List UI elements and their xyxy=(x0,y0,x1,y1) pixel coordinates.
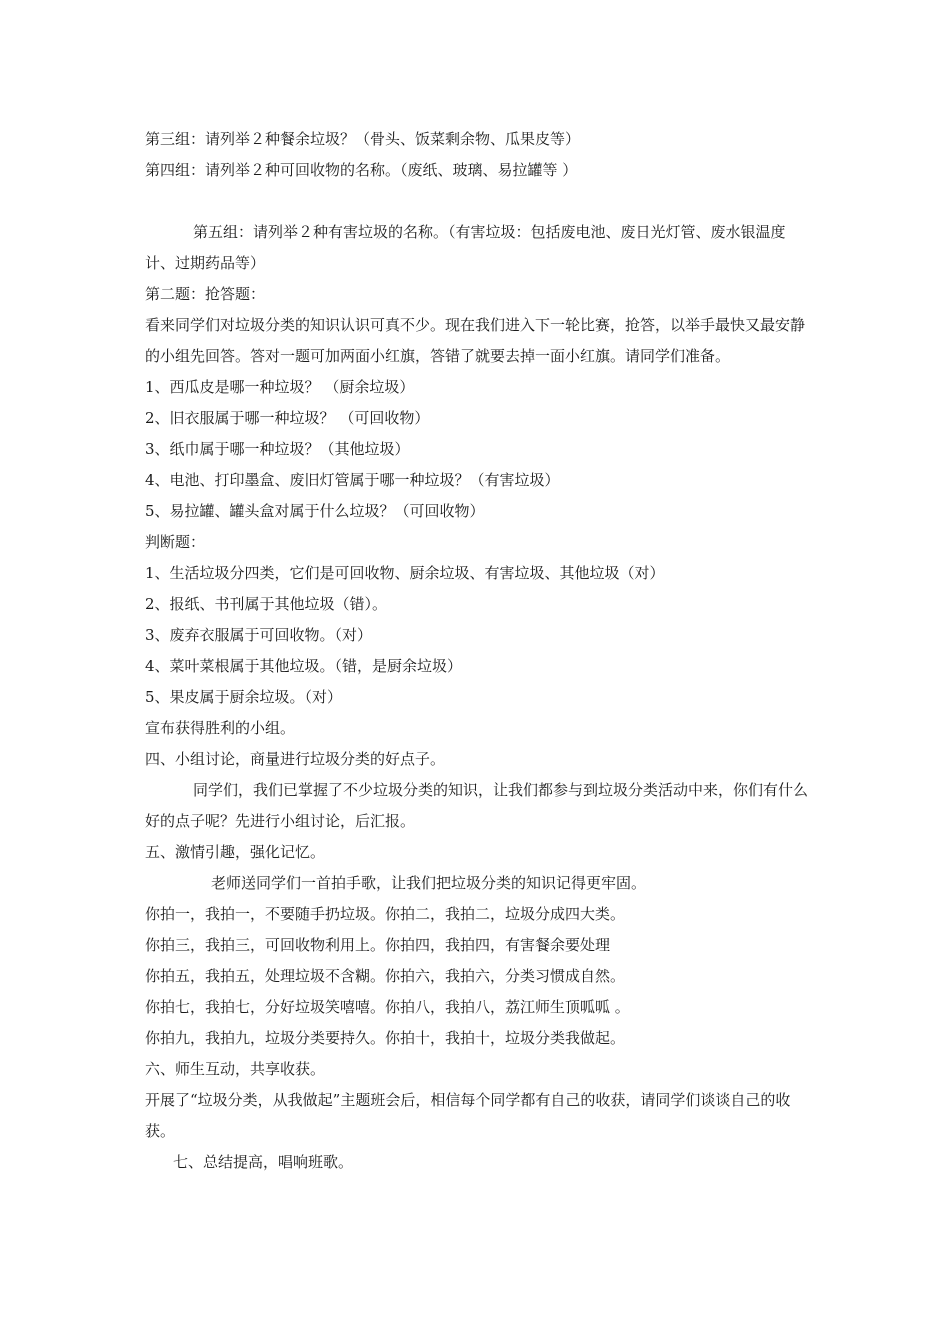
paragraph-group5-question: 第五组：请列举２种有害垃圾的名称。（有害垃圾：包括废电池、废日光灯管、废水银温度计、过期药品等） xyxy=(145,223,786,272)
list-item-question-1: 1、西瓜皮是哪一种垃圾？ （厨余垃圾） xyxy=(145,378,415,396)
section-heading-interaction: 六、师生互动，共享收获。 xyxy=(145,1060,326,1078)
list-item-judgment-3: 3、废弃衣服属于可回收物。（对） xyxy=(145,626,373,644)
section-heading-summary: 七、总结提高，唱响班歌。 xyxy=(173,1153,354,1171)
song-line-3: 你拍五，我拍五，处理垃圾不含糊。你拍六，我拍六，分类习惯成自然。 xyxy=(145,967,626,985)
list-item-judgment-1: 1、生活垃圾分四类，它们是可回收物、厨余垃圾、有害垃圾、其他垃圾（对） xyxy=(145,564,665,582)
section-heading-true-false: 判断题： xyxy=(145,533,206,551)
list-item-question-3: 3、纸巾属于哪一种垃圾？（其他垃圾） xyxy=(145,440,410,458)
section-heading-memory: 五、激情引趣，强化记忆。 xyxy=(145,843,326,861)
song-line-5: 你拍九，我拍九，垃圾分类要持久。你拍十，我拍十，垃圾分类我做起。 xyxy=(145,1029,626,1047)
list-item-judgment-5: 5、果皮属于厨余垃圾。（对） xyxy=(145,688,343,706)
paragraph-discussion: 同学们，我们已掌握了不少垃圾分类的知识，让我们都参与到垃圾分类活动中来，你们有什么好的点子呢？先进行小组讨论，后汇报。 xyxy=(145,781,809,830)
list-item-question-5: 5、易拉罐、罐头盒对属于什么垃圾？（可回收物） xyxy=(145,502,485,520)
section-heading-discussion: 四、小组讨论，商量进行垃圾分类的好点子。 xyxy=(145,750,446,768)
paragraph-spacer xyxy=(145,186,810,217)
section-heading-quick-answer: 第二题：抢答题： xyxy=(145,285,266,303)
list-item-judgment-2: 2、报纸、书刊属于其他垃圾（错）。 xyxy=(145,595,388,613)
song-line-4: 你拍七，我拍七，分好垃圾笑嘻嘻。你拍八，我拍八，荔江师生顶呱呱 。 xyxy=(145,998,630,1016)
paragraph-quick-answer-intro: 看来同学们对垃圾分类的知识认识可真不少。现在我们进入下一轮比赛，抢答，以举手最快又最安静的小组先回答。答对一题可加两面小红旗，答错了就要去掉一面小红旗。请同学们准备。 xyxy=(145,316,806,365)
list-item-judgment-4: 4、菜叶菜根属于其他垃圾。（错，是厨余垃圾） xyxy=(145,657,463,675)
paragraph-clapping-song-intro: 老师送同学们一首拍手歌，让我们把垃圾分类的知识记得更牢固。 xyxy=(211,874,647,892)
document-body xyxy=(145,124,810,1178)
list-item-question-4: 4、电池、打印墨盒、废旧灯管属于哪一种垃圾？（有害垃圾） xyxy=(145,471,560,489)
paragraph-interaction: 开展了“垃圾分类，从我做起”主题班会后，相信每个同学都有自己的收获，请同学们谈谈自己的收获。 xyxy=(145,1091,791,1140)
paragraph-announce-winner: 宣布获得胜利的小组。 xyxy=(145,719,296,737)
song-line-2: 你拍三，我拍三，可回收物利用上。你拍四，我拍四，有害餐余要处理 xyxy=(145,936,611,954)
paragraph-group4-question: 第四组：请列举２种可回收物的名称。（废纸、玻璃、易拉罐等 ） xyxy=(145,161,578,179)
song-line-1: 你拍一，我拍一，不要随手扔垃圾。你拍二，我拍二，垃圾分成四大类。 xyxy=(145,905,626,923)
paragraph-group3-question: 第三组：请列举２种餐余垃圾？（骨头、饭菜剩余物、瓜果皮等） xyxy=(145,130,581,148)
list-item-question-2: 2、旧衣服属于哪一种垃圾？ （可回收物） xyxy=(145,409,430,427)
